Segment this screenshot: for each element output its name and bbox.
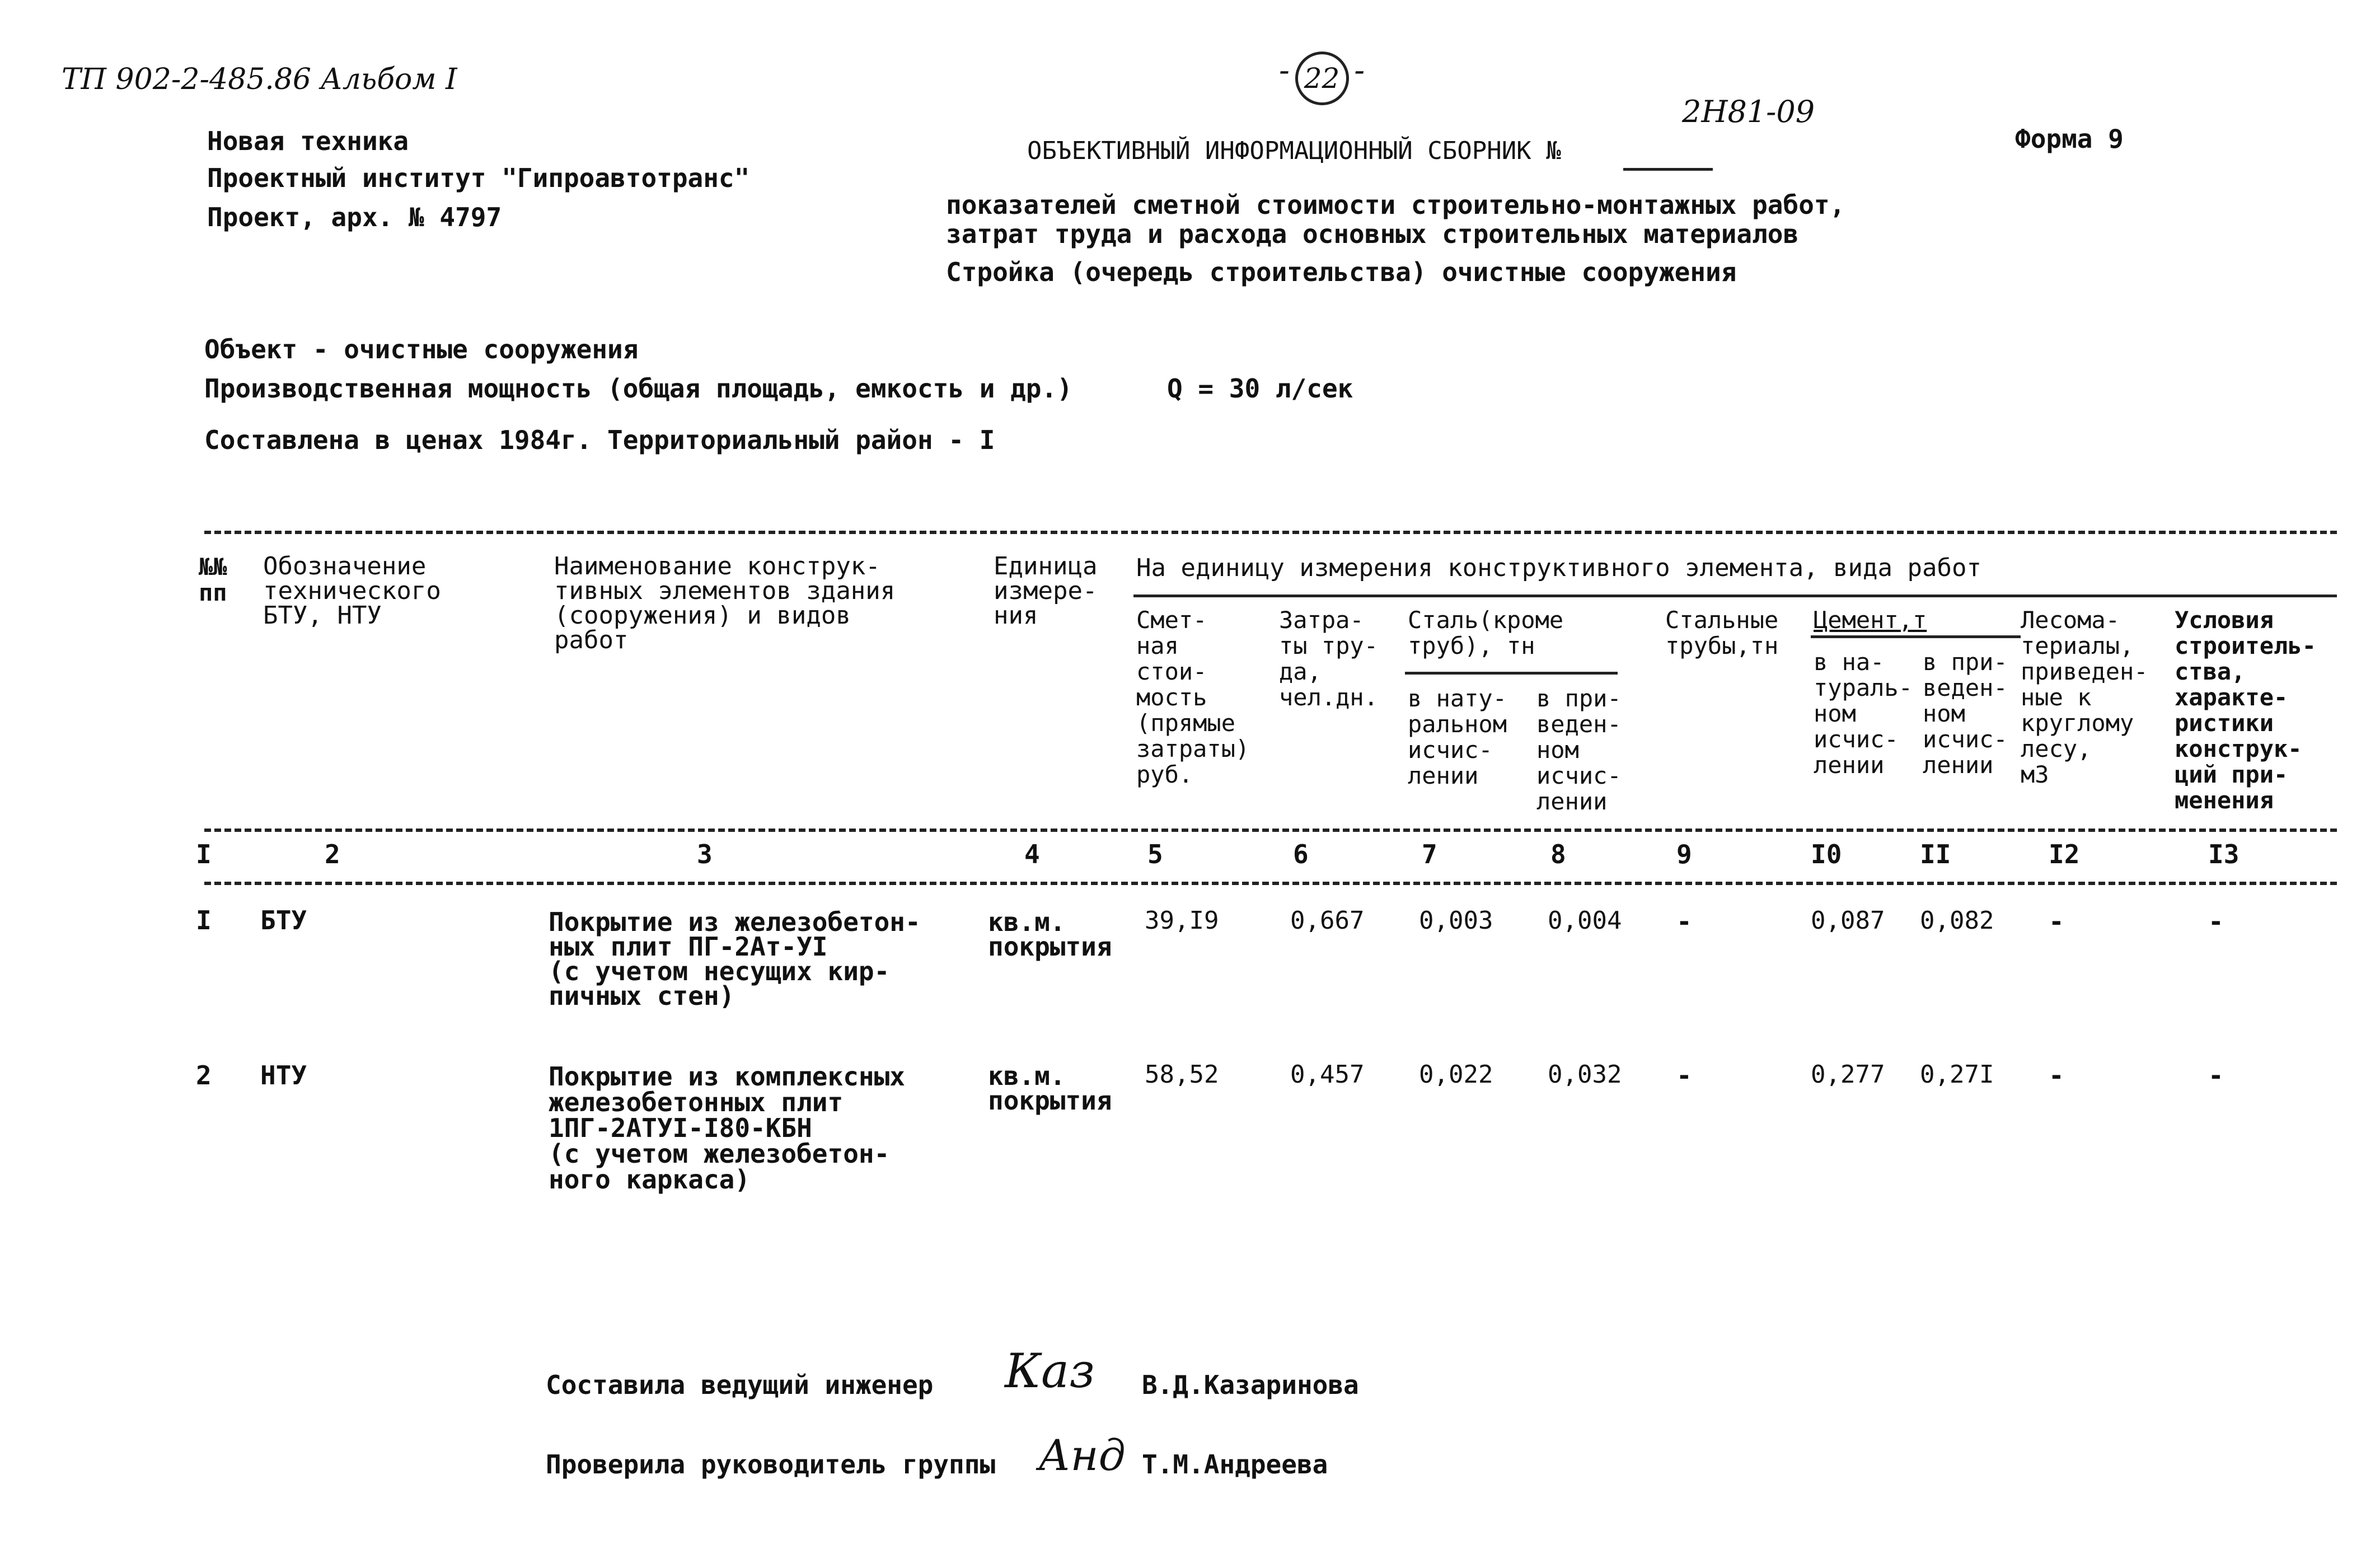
- row1-steel-nat: 0,003: [1419, 906, 1493, 935]
- row2-cost: 58,52: [1145, 1060, 1219, 1089]
- compiled-signature: Каз: [1005, 1344, 1095, 1398]
- row2-timber: -: [2049, 1060, 2064, 1090]
- row1-steel-red: 0,004: [1548, 906, 1622, 935]
- header-steel-nat: в нату- ральном исчис- лении: [1408, 685, 1507, 789]
- header-cost: Смет- ная стои- мость (прямые затраты) руб.: [1136, 606, 1250, 788]
- row1-pipes: -: [1676, 906, 1692, 937]
- steel-header-rule: [1405, 672, 1618, 675]
- row2-unit: кв.м. покрытия: [988, 1061, 1112, 1116]
- group-header-rule: [1133, 595, 2337, 597]
- compiled-label: Составила ведущий инженер: [546, 1370, 934, 1400]
- header-num: №№ пп: [199, 553, 227, 606]
- header-cement-nat: в на- тураль- ном исчис- лении: [1814, 648, 1913, 779]
- corner-code: ТП 902-2-485.86 Альбом I: [62, 63, 457, 96]
- col-number-8: 8: [1550, 839, 1566, 869]
- org-line1: Новая техника: [207, 126, 409, 156]
- collection-subtitle1: показателей сметной стоимости строительно-монтажных работ,: [946, 190, 1845, 220]
- form-label: Форма 9: [2015, 124, 2124, 154]
- collection-title: ОБЪЕКТИВНЫЙ ИНФОРМАЦИОННЫЙ СБОРНИК №: [1027, 137, 1561, 165]
- row2-num: 2: [196, 1060, 212, 1090]
- header-pipes: Стальные трубы,тн: [1665, 606, 1779, 659]
- prices-note: Составлена в ценах 1984г. Территориальный район - I: [204, 425, 995, 455]
- row1-conditions: -: [2208, 906, 2224, 937]
- header-group: На единицу измерения конструктивного элемента, вида работ: [1136, 554, 1981, 582]
- header-timber: Лесома- териалы, приведен- ные к круглому лесу, м3: [2021, 606, 2148, 788]
- col-number-11: II: [1920, 839, 1951, 869]
- cement-header-rule: [1811, 635, 2021, 638]
- col-number-4: 4: [1024, 839, 1040, 869]
- checked-signature: Анд: [1038, 1430, 1126, 1480]
- col-number-2: 2: [325, 839, 340, 869]
- row2-code: НТУ: [260, 1060, 307, 1090]
- col-numbers-rule: [204, 882, 2337, 885]
- col-number-12: I2: [2049, 839, 2080, 869]
- row1-cement-nat: 0,087: [1811, 906, 1885, 935]
- row1-name: Покрытие из железобетон- ных плит ПГ-2Ат-УI (с учетом несущих кир- пичных стен): [549, 907, 921, 1011]
- header-cement-red: в при- веден- ном исчис- лении: [1923, 648, 2008, 779]
- col-number-3: 3: [697, 839, 713, 869]
- header-unit: Единица измере- ния: [994, 552, 1098, 630]
- row2-steel-red: 0,032: [1548, 1060, 1622, 1089]
- compiled-name: В.Д.Казаринова: [1142, 1370, 1359, 1400]
- row2-labor: 0,457: [1290, 1060, 1365, 1089]
- page-number: 22: [1304, 62, 1340, 95]
- header-cement: Цемент,т: [1814, 606, 1927, 634]
- header-conditions: Условия строитель- ства, характе- ристики конструк- ций при- менения: [2175, 606, 2316, 814]
- row1-cement-red: 0,082: [1920, 906, 1994, 935]
- row2-cement-nat: 0,277: [1811, 1060, 1885, 1089]
- capacity-label: Производственная мощность (общая площадь, емкость и др.): [204, 373, 1072, 404]
- org-line2: Проектный институт "Гипроавтотранс": [207, 163, 750, 193]
- row2-pipes: -: [1676, 1060, 1692, 1090]
- object-name: Объект - очистные сооружения: [204, 334, 639, 364]
- page-number-circle: [1295, 52, 1349, 105]
- collection-number-line: [1623, 168, 1713, 171]
- handwritten-number: 2Н81-09: [1682, 94, 1815, 129]
- table-top-rule: [204, 531, 2337, 534]
- collection-site: Стройка (очередь строительства) очистные сооружения: [946, 257, 1737, 287]
- row1-labor: 0,667: [1290, 906, 1365, 935]
- row2-name: Покрытие из комплексных железобетонных плит 1ПГ-2АТУI-I80-КБН (с учетом железобетон- ного каркаса): [549, 1061, 905, 1195]
- col-number-10: I0: [1811, 839, 1842, 869]
- row1-num: I: [196, 905, 212, 935]
- checked-name: Т.М.Андреева: [1142, 1449, 1328, 1480]
- row1-cost: 39,I9: [1145, 906, 1219, 935]
- col-number-6: 6: [1293, 839, 1309, 869]
- header-steel: Сталь(кроме труб), тн: [1408, 606, 1564, 659]
- row1-code: БТУ: [260, 905, 307, 935]
- org-line3: Проект, арх. № 4797: [207, 202, 502, 232]
- col-number-1: I: [196, 839, 212, 869]
- header-labor: Затра- ты тру- да, чел.дн.: [1279, 606, 1379, 711]
- row1-unit: кв.м. покрытия: [988, 907, 1112, 962]
- header-bottom-rule: [204, 829, 2337, 832]
- collection-subtitle2: затрат труда и расхода основных строительных материалов: [946, 219, 1799, 249]
- checked-label: Проверила руководитель группы: [546, 1449, 996, 1480]
- col-number-7: 7: [1422, 839, 1437, 869]
- row2-conditions: -: [2208, 1060, 2224, 1090]
- col-number-9: 9: [1676, 839, 1692, 869]
- row2-cement-red: 0,27I: [1920, 1060, 1994, 1089]
- row1-timber: -: [2049, 906, 2064, 937]
- header-steel-red: в при- веден- ном исчис- лении: [1536, 685, 1622, 815]
- col-number-13: I3: [2208, 839, 2240, 869]
- page-number-block: - 22 -: [1279, 52, 1365, 105]
- capacity-value: Q = 30 л/сек: [1167, 373, 1353, 404]
- header-name: Наименование конструк- тивных элементов здания (сооружения) и видов работ: [554, 552, 896, 654]
- col-number-5: 5: [1147, 839, 1163, 869]
- header-code: Обозначение технического БТУ, НТУ: [263, 552, 441, 630]
- row2-steel-nat: 0,022: [1419, 1060, 1493, 1089]
